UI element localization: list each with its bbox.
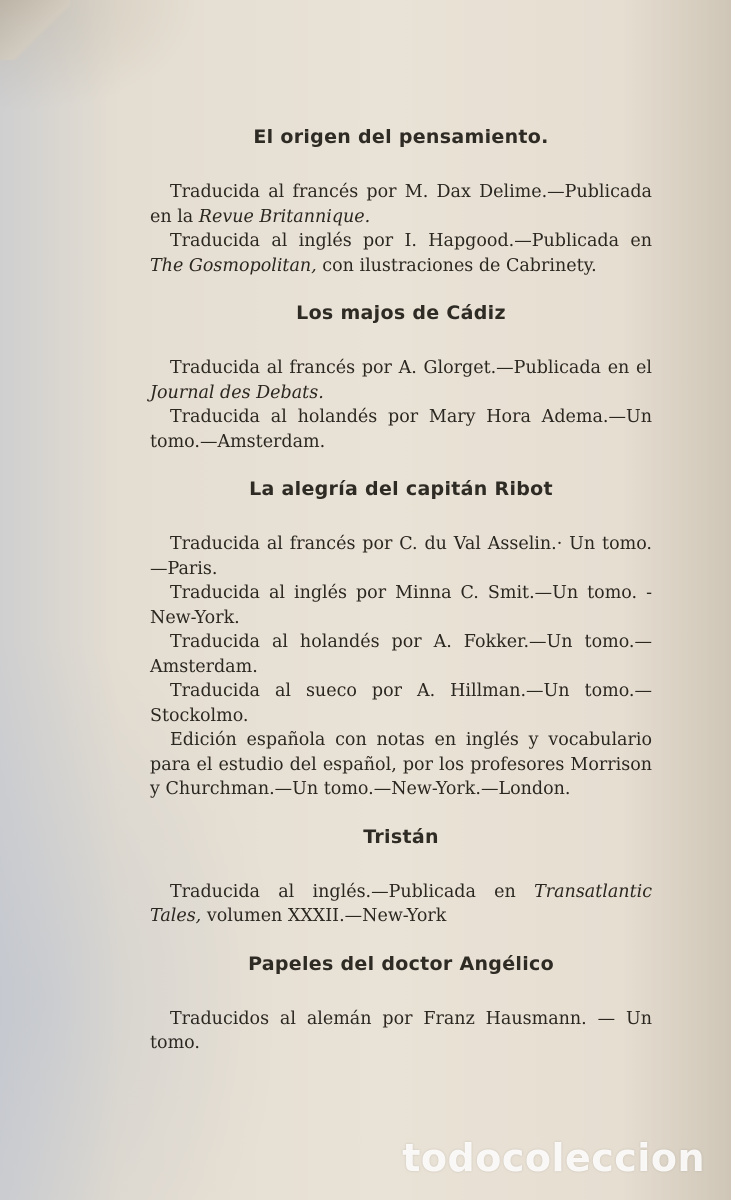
section-title: Tristán [363,825,439,848]
section-title: La alegría del capitán Ribot [249,478,553,500]
entry-text: Traducida al inglés por I. Hapgood.—Publicada en [170,231,652,251]
entry-list [150,180,652,278]
translation-section [150,945,652,1056]
entry-text: Traducida al inglés por Minna C. Smit.—Un tomo. - New-York. [150,583,652,628]
translation-entry [150,581,652,630]
watermark-text: todocoleccion [402,1136,705,1180]
page-corner-fold [0,0,70,60]
translation-entry [150,728,652,802]
translation-entry [150,1007,652,1056]
translation-entry [150,630,652,679]
translation-section [150,118,652,278]
translation-entry [150,880,652,929]
entry-text: Traducida al inglés.—Publicada en [170,881,535,902]
section-title: El origen del pensamiento. [253,126,549,148]
translation-entry [150,679,652,728]
entry-list [150,532,652,802]
entry-text: volumen XXXII.—New-York [201,906,447,926]
entry-list [150,1007,652,1056]
publication-title: The Gosmopolitan, [150,255,317,276]
translation-entry [150,356,652,405]
translation-section [150,294,652,454]
translation-section [150,818,652,929]
section-title: Papeles del doctor Angélico [248,952,554,975]
entry-list [150,356,652,454]
translation-entry [150,180,652,229]
translation-entry [150,532,652,581]
entry-text: con ilustraciones de Cabrinety. [316,255,597,276]
entry-list [150,880,652,929]
entry-text: Traducida al holandés por Mary Hora Adema.—Un tomo.—Amsterdam. [150,407,652,452]
entry-text: Traducidos al alemán por Franz Hausmann. — Un tomo. [150,1008,652,1053]
entry-text: Traducida al sueco por A. Hillman.—Un tomo.—Stockolmo. [150,681,652,726]
page-content [150,118,652,1072]
translation-section [150,470,652,802]
entry-text: Edición española con notas en inglés y vocabulario para el estudio del español, por los profesores Morrison y Churchman.—Un tomo.—New-York.—London. [150,730,652,799]
entry-text: Traducida al francés por C. du Val Asselin.· Un tomo.—Paris. [150,534,652,579]
translation-entry [150,229,652,278]
publication-title: Revue Britannique. [198,206,371,227]
publication-title: Journal des Debats. [150,382,324,403]
entry-text: Traducida al francés por A. Glorget.—Publicada en el [170,358,652,378]
section-title: Los majos de Cádiz [296,302,506,324]
entry-text: Traducida al francés por M. Dax Delime.—Publicada en la [150,182,652,227]
entry-text: Traducida al holandés por A. Fokker.—Un tomo.— Amsterdam. [150,632,652,677]
publication-title: Transatlantic Tales, [150,881,652,926]
translation-entry [150,405,652,454]
